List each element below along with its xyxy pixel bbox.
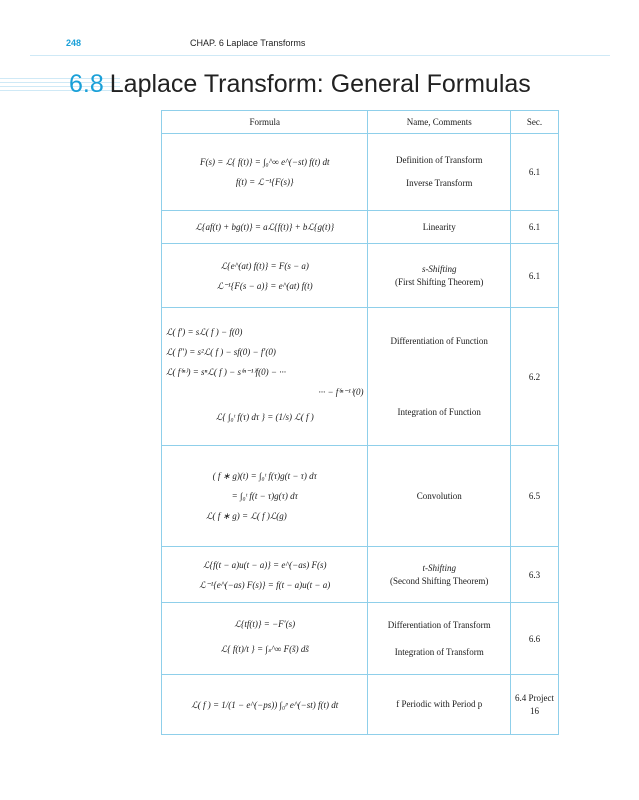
formula-line: ℒ( f ) = 1/(1 − e^(−ps)) ∫₀ᵖ e^(−st) f(t) dt bbox=[191, 699, 339, 710]
formula-line: ℒ{ ∫₀ᵗ f(τ) dτ } = (1/s) ℒ( f ) bbox=[215, 411, 314, 422]
page-number: 248 bbox=[66, 38, 82, 48]
comment-cell bbox=[368, 675, 510, 735]
comment-text: Convolution bbox=[416, 490, 462, 501]
formula-line: ( f ∗ g)(t) = ∫₀ᵗ f(τ)g(t − τ) dτ bbox=[212, 471, 317, 481]
formula-line: ℒ⁻¹{e^(−as) F(s)} = f(t − a)u(t − a) bbox=[199, 579, 331, 590]
table-row bbox=[162, 244, 559, 308]
formula-cell bbox=[162, 446, 368, 547]
formula-line: ℒ( f′) = sℒ( f ) − f(0) bbox=[166, 326, 243, 337]
formula-cell bbox=[162, 675, 368, 735]
comment-text: s-Shifting bbox=[421, 263, 457, 274]
table-row bbox=[162, 675, 559, 735]
formula-cell bbox=[162, 244, 368, 308]
comment-text: Differentiation of Transform bbox=[387, 619, 491, 630]
formula-line: = ∫₀ᵗ f(t − τ)g(τ) dτ bbox=[231, 491, 298, 501]
header-rule bbox=[30, 55, 610, 56]
column-header-sec: Sec. bbox=[510, 111, 558, 134]
formula-line: ℒ{ f(t)/t } = ∫ₛ^∞ F(s̃) ds̃ bbox=[220, 643, 309, 654]
formula-line: f(t) = ℒ⁻¹{F(s)} bbox=[235, 177, 294, 187]
sec-cell: 6.6 bbox=[510, 603, 558, 675]
sec-cell: 6.2 bbox=[510, 308, 558, 446]
table-row bbox=[162, 134, 559, 211]
formula-line: ℒ⁻¹{F(s − a)} = e^(at) f(t) bbox=[216, 280, 313, 291]
formula-table bbox=[161, 110, 559, 735]
sec-cell: 6.1 bbox=[510, 211, 558, 244]
table-row bbox=[162, 446, 559, 547]
comment-cell bbox=[368, 547, 510, 603]
section-title-text: Laplace Transform: General Formulas bbox=[109, 70, 531, 98]
comment-text: Inverse Transform bbox=[406, 178, 473, 188]
comment-cell bbox=[368, 244, 510, 308]
running-head bbox=[30, 38, 610, 52]
chapter-title: CHAP. 6 Laplace Transforms bbox=[190, 38, 306, 48]
comment-cell bbox=[368, 308, 510, 446]
comment-text: (First Shifting Theorem) bbox=[395, 276, 484, 287]
table-row bbox=[162, 211, 559, 244]
sec-cell: 6.1 bbox=[510, 134, 558, 211]
table-row bbox=[162, 308, 559, 446]
comment-text: f Periodic with Period p bbox=[396, 699, 483, 709]
formula-cell bbox=[162, 547, 368, 603]
sec-cell: 6.4 Project 16 bbox=[510, 675, 558, 735]
section-title bbox=[69, 70, 531, 99]
formula-line: ··· − f⁽ⁿ⁻¹⁾(0) bbox=[318, 386, 364, 397]
column-header-comments: Name, Comments bbox=[368, 111, 510, 134]
formula-line: F(s) = ℒ{ f(t)} = ∫₀^∞ e^(−st) f(t) dt bbox=[200, 157, 330, 167]
formula-cell bbox=[162, 134, 368, 211]
formula-line: ℒ( f″) = s²ℒ( f ) − sf(0) − f′(0) bbox=[166, 346, 276, 357]
formula-cell bbox=[162, 603, 368, 675]
comment-text: Integration of Function bbox=[397, 406, 481, 417]
formula-line: ℒ( f ∗ g) = ℒ( f )ℒ(g) bbox=[206, 511, 287, 521]
formula-cell bbox=[162, 211, 368, 244]
comment-cell bbox=[368, 211, 510, 244]
comment-text: Differentiation of Function bbox=[390, 335, 488, 346]
comment-cell bbox=[368, 603, 510, 675]
comment-text: t-Shifting bbox=[422, 562, 456, 573]
formula-line: ℒ{tf(t)} = −F′(s) bbox=[234, 618, 296, 629]
formula-line: ℒ( f⁽ⁿ⁾) = sⁿℒ( f ) − s⁽ⁿ⁻¹⁾f(0) − ··· bbox=[166, 366, 286, 377]
formula-cell bbox=[162, 308, 368, 446]
formula-line: ℒ{af(t) + bg(t)} = aℒ{f(t)} + bℒ{g(t)} bbox=[195, 222, 335, 232]
comment-text: Definition of Transform bbox=[395, 155, 483, 165]
formula-line: ℒ{f(t − a)u(t − a)} = e^(−as) F(s) bbox=[202, 559, 327, 570]
sec-cell: 6.3 bbox=[510, 547, 558, 603]
table-row bbox=[162, 547, 559, 603]
comment-text: Integration of Transform bbox=[394, 646, 484, 657]
table-header-row bbox=[162, 111, 559, 134]
formula-line: ℒ{e^(at) f(t)} = F(s − a) bbox=[220, 260, 309, 271]
comment-text: Linearity bbox=[422, 221, 456, 232]
comment-cell bbox=[368, 134, 510, 211]
comment-text: (Second Shifting Theorem) bbox=[390, 575, 489, 586]
column-header-formula: Formula bbox=[162, 111, 368, 134]
table-row bbox=[162, 603, 559, 675]
sec-cell: 6.5 bbox=[510, 446, 558, 547]
comment-cell bbox=[368, 446, 510, 547]
sec-cell: 6.1 bbox=[510, 244, 558, 308]
section-number: 6.8 bbox=[69, 70, 104, 98]
